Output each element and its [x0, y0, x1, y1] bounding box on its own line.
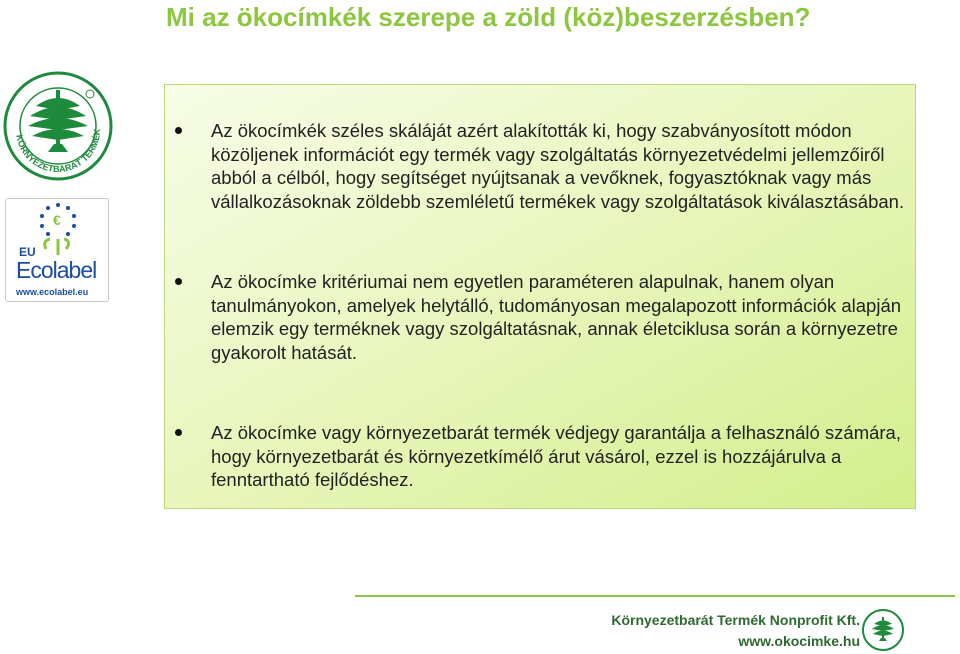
kornyezetbarat-termek-logo-icon: [2, 70, 114, 182]
bullet-text: Az ökocímke kritériumai nem egyetlen paraméteren alapulnak, hanem olyan tanulmányokon, amelyek helytálló, tudományosan megalapozott információk alapján elemzik egy terméknek vagy szolgáltatásnak, annak életciklusa során a környezetre gyakorolt hatását.: [211, 271, 902, 363]
eu-ecolabel-logo-icon: [5, 198, 109, 302]
footer-divider: [355, 595, 955, 597]
svg-text:€: €: [53, 212, 61, 228]
slide-title: Mi az ökocímkék szerepe a zöld (köz)beszerzésben?: [166, 2, 811, 32]
kornyezetbarat-small-logo-icon: [861, 608, 905, 652]
ecolabel-eu: EU: [19, 245, 36, 259]
bullet-text: Az ökocímkék széles skáláját azért alakították ki, hogy szabványosított módon közöljenek információt egy termék vagy szolgáltatás környezetvédelmi jellemzőiről abból a célból, hogy segítséget nyújtsanak a vevőknek, fogyasztóknak vagy más vállalkozásoknak zöldebb szemléletű termékek vagy szolgáltatások kiválasztásában.: [211, 120, 905, 212]
bullet-icon: [175, 127, 182, 134]
footer-company: Környezetbarát Termék Nonprofit Kft.: [611, 612, 860, 628]
bullet-icon: [175, 429, 182, 436]
ecolabel-name: Ecolabel: [16, 257, 97, 283]
ecolabel-url: www.ecolabel.eu: [16, 287, 89, 297]
bullet-icon: [175, 278, 182, 285]
bullet-text: Az ökocímke vagy környezetbarát termék védjegy garantálja a felhasználó számára, hogy környezetbarát és környezetkímélő árut vásárol, ezzel is hozzájárulva a fenntartható fejlődéshez.: [211, 422, 901, 490]
kornyezetbarat-ring-text: KÖRNYEZETBARÁT TERMÉK: [14, 128, 103, 175]
footer-url[interactable]: www.okocimke.hu: [738, 633, 860, 649]
content-box: [164, 84, 916, 509]
